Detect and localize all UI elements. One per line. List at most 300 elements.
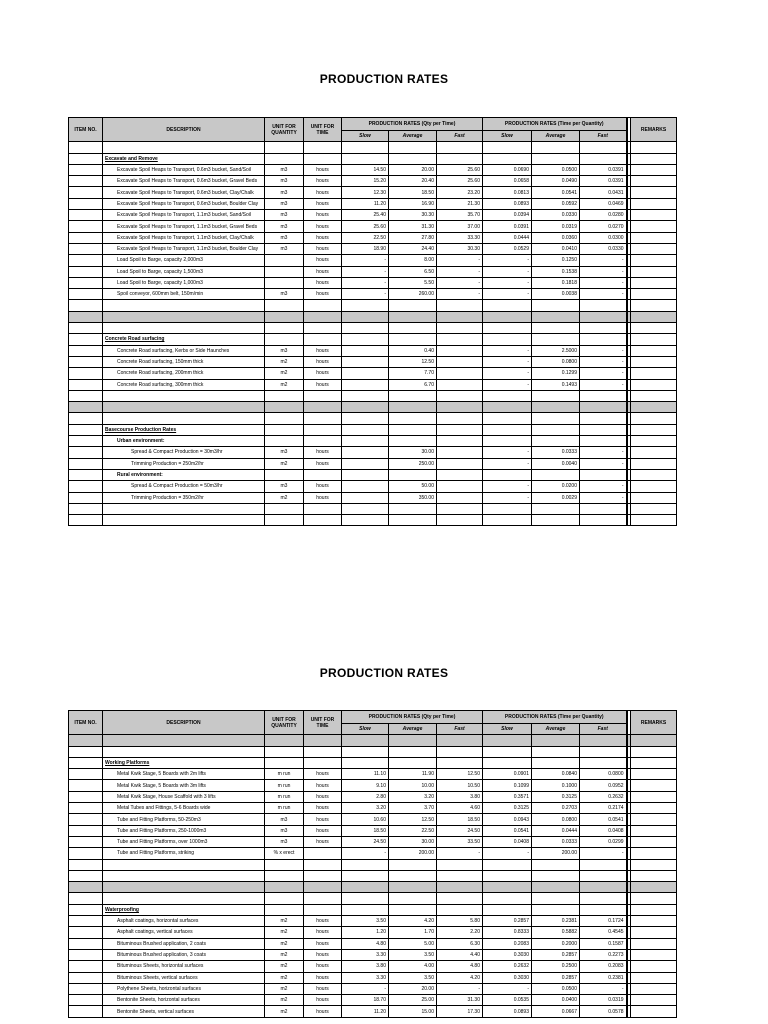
unit-time-cell: hours	[304, 458, 342, 469]
slow-time-cell: -	[483, 492, 532, 503]
table-row	[69, 447, 677, 458]
description-cell: Waterproofing	[103, 904, 265, 915]
slow-rate-cell	[342, 368, 389, 379]
description-cell: Load Spoil to Barge, capacity 1,500m3	[103, 266, 265, 277]
header-rates-qty-per-time: PRODUCTION RATES (Qty per Time)	[342, 118, 483, 131]
fast-time-cell	[580, 893, 627, 904]
unit-quantity-cell: m2	[265, 356, 304, 367]
slow-time-cell	[483, 870, 532, 881]
header-unit-quantity: UNIT FOR QUANTITY	[265, 711, 304, 735]
slow-rate-cell: 12.30	[342, 187, 389, 198]
slow-rate-cell: 11.10	[342, 769, 389, 780]
item-no-cell	[69, 791, 103, 802]
average-rate-cell	[389, 469, 437, 480]
slow-time-cell: 0.0391	[483, 221, 532, 232]
remarks-cell	[631, 961, 677, 972]
fast-rate-cell	[437, 492, 483, 503]
production-rates-table-2	[68, 710, 677, 1018]
fast-rate-cell: 21.30	[437, 198, 483, 209]
unit-quantity-cell: m2	[265, 1006, 304, 1017]
table-row	[69, 825, 677, 836]
unit-quantity-cell: m run	[265, 803, 304, 814]
unit-time-cell	[304, 515, 342, 526]
fast-rate-cell	[437, 356, 483, 367]
average-time-cell: 0.0029	[532, 492, 580, 503]
remarks-cell	[631, 492, 677, 503]
unit-quantity-cell	[265, 424, 304, 435]
item-no-cell	[69, 492, 103, 503]
fast-time-cell: 0.2632	[580, 791, 627, 802]
unit-quantity-cell	[265, 266, 304, 277]
slow-time-cell: 0.0690	[483, 164, 532, 175]
slow-rate-cell	[342, 859, 389, 870]
remarks-cell	[631, 515, 677, 526]
unit-time-cell	[304, 503, 342, 514]
slow-rate-cell	[342, 515, 389, 526]
description-cell: Bituminous Sheets, horizontal surfaces	[103, 961, 265, 972]
spacer-row	[69, 300, 677, 311]
average-rate-cell: 250.00	[389, 458, 437, 469]
slow-rate-cell	[342, 345, 389, 356]
fast-rate-cell: 35.70	[437, 210, 483, 221]
description-cell: Basecourse Production Rates	[103, 424, 265, 435]
average-rate-cell: 12.50	[389, 814, 437, 825]
item-no-cell	[69, 949, 103, 960]
average-time-cell	[532, 436, 580, 447]
unit-time-cell	[304, 735, 342, 746]
average-rate-cell	[389, 311, 437, 322]
section-row	[69, 904, 677, 915]
fast-time-cell: -	[580, 345, 627, 356]
average-rate-cell: 24.40	[389, 243, 437, 254]
fast-rate-cell	[437, 904, 483, 915]
slow-rate-cell: -	[342, 289, 389, 300]
subsection-row	[69, 469, 677, 480]
description-cell	[103, 390, 265, 401]
spacer-row	[69, 402, 677, 413]
average-time-cell	[532, 882, 580, 893]
slow-rate-cell	[342, 893, 389, 904]
item-no-cell	[69, 176, 103, 187]
fast-rate-cell: -	[437, 289, 483, 300]
unit-time-cell	[304, 153, 342, 164]
average-rate-cell: 4.20	[389, 916, 437, 927]
header-fast: Fast	[437, 131, 483, 142]
slow-time-cell: 0.0529	[483, 243, 532, 254]
unit-time-cell	[304, 390, 342, 401]
fast-rate-cell	[437, 757, 483, 768]
item-no-cell	[69, 995, 103, 1006]
slow-rate-cell	[342, 904, 389, 915]
slow-time-cell	[483, 757, 532, 768]
description-cell: Asphalt coatings, vertical surfaces	[103, 927, 265, 938]
table-row	[69, 255, 677, 266]
slow-time-cell: -	[483, 289, 532, 300]
unit-quantity-cell: m3	[265, 481, 304, 492]
header-slow: Slow	[483, 131, 532, 142]
section-row	[69, 757, 677, 768]
unit-time-cell: hours	[304, 983, 342, 994]
slow-time-cell: 0.3571	[483, 791, 532, 802]
average-time-cell: 0.0330	[532, 210, 580, 221]
remarks-cell	[631, 210, 677, 221]
slow-time-cell: 0.8333	[483, 927, 532, 938]
description-cell	[103, 413, 265, 424]
fast-rate-cell: 24.50	[437, 825, 483, 836]
average-rate-cell	[389, 436, 437, 447]
unit-time-cell: hours	[304, 368, 342, 379]
average-rate-cell	[389, 904, 437, 915]
slow-time-cell: 0.2857	[483, 916, 532, 927]
average-time-cell	[532, 503, 580, 514]
remarks-cell	[631, 983, 677, 994]
table-row	[69, 277, 677, 288]
description-cell: Excavate Spoil Heaps to Transport, 0.6m3 bucket, Boulder Clay	[103, 198, 265, 209]
header-remarks: REMARKS	[631, 711, 677, 735]
average-rate-cell: 10.00	[389, 780, 437, 791]
average-rate-cell	[389, 424, 437, 435]
table-row	[69, 961, 677, 972]
unit-quantity-cell	[265, 390, 304, 401]
remarks-cell	[631, 277, 677, 288]
average-rate-cell	[389, 413, 437, 424]
item-no-cell	[69, 402, 103, 413]
unit-quantity-cell: m3	[265, 836, 304, 847]
remarks-cell	[631, 153, 677, 164]
unit-time-cell	[304, 424, 342, 435]
average-time-cell: 0.0800	[532, 814, 580, 825]
slow-time-cell: 0.0535	[483, 995, 532, 1006]
unit-quantity-cell: m2	[265, 492, 304, 503]
fast-rate-cell	[437, 311, 483, 322]
unit-time-cell: hours	[304, 938, 342, 949]
remarks-cell	[631, 447, 677, 458]
slow-rate-cell	[342, 458, 389, 469]
table-row	[69, 243, 677, 254]
fast-time-cell: -	[580, 255, 627, 266]
average-time-cell	[532, 413, 580, 424]
average-time-cell: 0.1000	[532, 780, 580, 791]
slow-time-cell	[483, 323, 532, 334]
average-rate-cell: 30.00	[389, 447, 437, 458]
description-cell: Bituminous Brushed application, 2 coats	[103, 938, 265, 949]
fast-rate-cell: 37.00	[437, 221, 483, 232]
item-no-cell	[69, 469, 103, 480]
slow-time-cell: -	[483, 345, 532, 356]
fast-rate-cell: 33.50	[437, 836, 483, 847]
description-cell: Spread & Compact Production = 30m3/hr	[103, 447, 265, 458]
unit-time-cell: hours	[304, 780, 342, 791]
table-row	[69, 458, 677, 469]
average-rate-cell: 5.50	[389, 277, 437, 288]
fast-rate-cell: -	[437, 255, 483, 266]
slow-time-cell	[483, 153, 532, 164]
description-cell: Excavate Spoil Heaps to Transport, 0.6m3 bucket, Clay/Chalk	[103, 187, 265, 198]
fast-rate-cell	[437, 859, 483, 870]
section-row	[69, 424, 677, 435]
fast-time-cell: 0.0270	[580, 221, 627, 232]
table-row	[69, 938, 677, 949]
remarks-cell	[631, 995, 677, 1006]
slow-time-cell	[483, 469, 532, 480]
table-row	[69, 492, 677, 503]
unit-time-cell: hours	[304, 255, 342, 266]
slow-time-cell: 0.0943	[483, 814, 532, 825]
item-no-cell	[69, 356, 103, 367]
slow-rate-cell: 1.20	[342, 927, 389, 938]
unit-quantity-cell: % x erect	[265, 848, 304, 859]
average-rate-cell	[389, 893, 437, 904]
unit-quantity-cell	[265, 255, 304, 266]
fast-rate-cell	[437, 746, 483, 757]
item-no-cell	[69, 300, 103, 311]
average-time-cell: 0.0040	[532, 458, 580, 469]
slow-time-cell: 0.0394	[483, 210, 532, 221]
average-rate-cell: 4.00	[389, 961, 437, 972]
unit-quantity-cell: m3	[265, 345, 304, 356]
average-rate-cell: 6.70	[389, 379, 437, 390]
fast-time-cell: -	[580, 458, 627, 469]
slow-rate-cell	[342, 142, 389, 153]
item-no-cell	[69, 243, 103, 254]
slow-rate-cell	[342, 882, 389, 893]
average-time-cell: 0.1538	[532, 266, 580, 277]
description-cell	[103, 311, 265, 322]
slow-time-cell: -	[483, 379, 532, 390]
slow-time-cell: 0.0893	[483, 1006, 532, 1017]
unit-time-cell: hours	[304, 345, 342, 356]
remarks-cell	[631, 142, 677, 153]
average-time-cell: 0.3125	[532, 791, 580, 802]
description-cell: Excavate Spoil Heaps to Transport, 1.1m3 bucket, Sand/Soil	[103, 210, 265, 221]
remarks-cell	[631, 825, 677, 836]
item-no-cell	[69, 780, 103, 791]
slow-time-cell: -	[483, 458, 532, 469]
unit-quantity-cell	[265, 323, 304, 334]
slow-time-cell: 0.3125	[483, 803, 532, 814]
fast-rate-cell: 31.30	[437, 995, 483, 1006]
slow-rate-cell: 14.50	[342, 164, 389, 175]
unit-quantity-cell: m run	[265, 780, 304, 791]
unit-time-cell: hours	[304, 1006, 342, 1017]
item-no-cell	[69, 814, 103, 825]
unit-quantity-cell	[265, 153, 304, 164]
remarks-cell	[631, 424, 677, 435]
unit-time-cell	[304, 334, 342, 345]
fast-time-cell: 0.0330	[580, 243, 627, 254]
table-row	[69, 187, 677, 198]
fast-rate-cell	[437, 447, 483, 458]
unit-time-cell: hours	[304, 916, 342, 927]
fast-time-cell: -	[580, 368, 627, 379]
fast-rate-cell	[437, 368, 483, 379]
average-time-cell: 0.1299	[532, 368, 580, 379]
fast-rate-cell: 6.30	[437, 938, 483, 949]
unit-quantity-cell: m run	[265, 769, 304, 780]
item-no-cell	[69, 311, 103, 322]
fast-time-cell	[580, 413, 627, 424]
description-cell	[103, 402, 265, 413]
fast-time-cell	[580, 503, 627, 514]
remarks-cell	[631, 164, 677, 175]
remarks-cell	[631, 221, 677, 232]
average-rate-cell: 31.30	[389, 221, 437, 232]
table-row	[69, 791, 677, 802]
fast-time-cell: -	[580, 481, 627, 492]
slow-rate-cell: -	[342, 255, 389, 266]
slow-time-cell: 0.0813	[483, 187, 532, 198]
unit-time-cell	[304, 311, 342, 322]
item-no-cell	[69, 803, 103, 814]
header-fast: Fast	[580, 131, 627, 142]
description-cell: Tube and Fitting Platforms, 50-250m3	[103, 814, 265, 825]
header-average: Average	[389, 131, 437, 142]
description-cell	[103, 503, 265, 514]
description-cell: Concrete Road surfacing, Kerbs or Side Haunches	[103, 345, 265, 356]
average-time-cell: 0.0444	[532, 825, 580, 836]
remarks-cell	[631, 402, 677, 413]
description-cell: Metal Kwik Stage, House Scaffold with 3 lifts	[103, 791, 265, 802]
fast-rate-cell	[437, 413, 483, 424]
fast-rate-cell	[437, 735, 483, 746]
slow-time-cell	[483, 515, 532, 526]
fast-rate-cell	[437, 469, 483, 480]
fast-rate-cell	[437, 142, 483, 153]
item-no-cell	[69, 825, 103, 836]
unit-quantity-cell: m2	[265, 961, 304, 972]
unit-quantity-cell	[265, 436, 304, 447]
average-rate-cell	[389, 882, 437, 893]
header-remarks: REMARKS	[631, 118, 677, 142]
item-no-cell	[69, 769, 103, 780]
description-cell: Rural environment:	[103, 469, 265, 480]
header-slow: Slow	[342, 131, 389, 142]
average-time-cell: 0.5882	[532, 927, 580, 938]
unit-quantity-cell	[265, 300, 304, 311]
fast-time-cell	[580, 323, 627, 334]
slow-time-cell	[483, 436, 532, 447]
table-row	[69, 814, 677, 825]
fast-time-cell: -	[580, 983, 627, 994]
table-row	[69, 356, 677, 367]
average-rate-cell: 8.00	[389, 255, 437, 266]
average-rate-cell: 50.00	[389, 481, 437, 492]
fast-rate-cell: 4.20	[437, 972, 483, 983]
unit-quantity-cell	[265, 277, 304, 288]
slow-rate-cell	[342, 436, 389, 447]
unit-quantity-cell: m2	[265, 458, 304, 469]
unit-quantity-cell: m3	[265, 164, 304, 175]
slow-time-cell: -	[483, 277, 532, 288]
table-row	[69, 368, 677, 379]
unit-quantity-cell: m2	[265, 949, 304, 960]
header-fast: Fast	[437, 724, 483, 735]
average-time-cell	[532, 746, 580, 757]
slow-rate-cell	[342, 311, 389, 322]
spacer-row	[69, 503, 677, 514]
slow-rate-cell: 24.50	[342, 836, 389, 847]
item-no-cell	[69, 458, 103, 469]
average-time-cell: 0.2857	[532, 972, 580, 983]
slow-rate-cell: 11.20	[342, 1006, 389, 1017]
slow-rate-cell	[342, 390, 389, 401]
remarks-cell	[631, 311, 677, 322]
average-rate-cell: 1.70	[389, 927, 437, 938]
unit-quantity-cell	[265, 746, 304, 757]
description-cell: Excavate Spoil Heaps to Transport, 0.6m3 bucket, Sand/Soil	[103, 164, 265, 175]
fast-rate-cell	[437, 323, 483, 334]
spacer-row	[69, 323, 677, 334]
slow-time-cell	[483, 413, 532, 424]
table-row	[69, 198, 677, 209]
slow-time-cell	[483, 859, 532, 870]
average-rate-cell: 7.70	[389, 368, 437, 379]
slow-rate-cell	[342, 492, 389, 503]
fast-time-cell	[580, 870, 627, 881]
remarks-cell	[631, 870, 677, 881]
average-rate-cell: 3.20	[389, 791, 437, 802]
table-row	[69, 232, 677, 243]
unit-quantity-cell	[265, 757, 304, 768]
slow-rate-cell: 18.50	[342, 825, 389, 836]
slow-time-cell	[483, 311, 532, 322]
fast-time-cell: 0.0299	[580, 836, 627, 847]
table-row	[69, 1006, 677, 1017]
item-no-cell	[69, 198, 103, 209]
average-rate-cell	[389, 757, 437, 768]
table-row	[69, 916, 677, 927]
remarks-cell	[631, 882, 677, 893]
spacer-row	[69, 746, 677, 757]
average-rate-cell: 5.00	[389, 938, 437, 949]
fast-time-cell: 0.0391	[580, 164, 627, 175]
unit-time-cell	[304, 469, 342, 480]
remarks-cell	[631, 893, 677, 904]
description-cell: Trimming Production = 250m2/hr	[103, 458, 265, 469]
table-row	[69, 221, 677, 232]
unit-quantity-cell: m3	[265, 243, 304, 254]
unit-quantity-cell: m2	[265, 983, 304, 994]
table-row	[69, 927, 677, 938]
unit-quantity-cell	[265, 893, 304, 904]
unit-time-cell: hours	[304, 825, 342, 836]
fast-rate-cell	[437, 503, 483, 514]
unit-time-cell: hours	[304, 356, 342, 367]
average-rate-cell: 16.90	[389, 198, 437, 209]
unit-time-cell: hours	[304, 961, 342, 972]
description-cell: Tube and Fitting Platforms, striking	[103, 848, 265, 859]
unit-quantity-cell: m2	[265, 972, 304, 983]
description-cell: Metal Kwik Stage, 5 Boards with 2m lifts	[103, 769, 265, 780]
fast-rate-cell	[437, 334, 483, 345]
fast-rate-cell: -	[437, 277, 483, 288]
item-no-cell	[69, 916, 103, 927]
item-no-cell	[69, 757, 103, 768]
spacer-row	[69, 390, 677, 401]
slow-time-cell	[483, 390, 532, 401]
item-no-cell	[69, 210, 103, 221]
average-time-cell: 0.2500	[532, 961, 580, 972]
fast-rate-cell: 12.50	[437, 769, 483, 780]
remarks-cell	[631, 289, 677, 300]
slow-rate-cell	[342, 379, 389, 390]
average-time-cell: 0.0333	[532, 836, 580, 847]
fast-time-cell: 0.0431	[580, 187, 627, 198]
header-average: Average	[389, 724, 437, 735]
slow-time-cell: -	[483, 848, 532, 859]
average-time-cell: 0.0800	[532, 356, 580, 367]
slow-rate-cell	[342, 413, 389, 424]
